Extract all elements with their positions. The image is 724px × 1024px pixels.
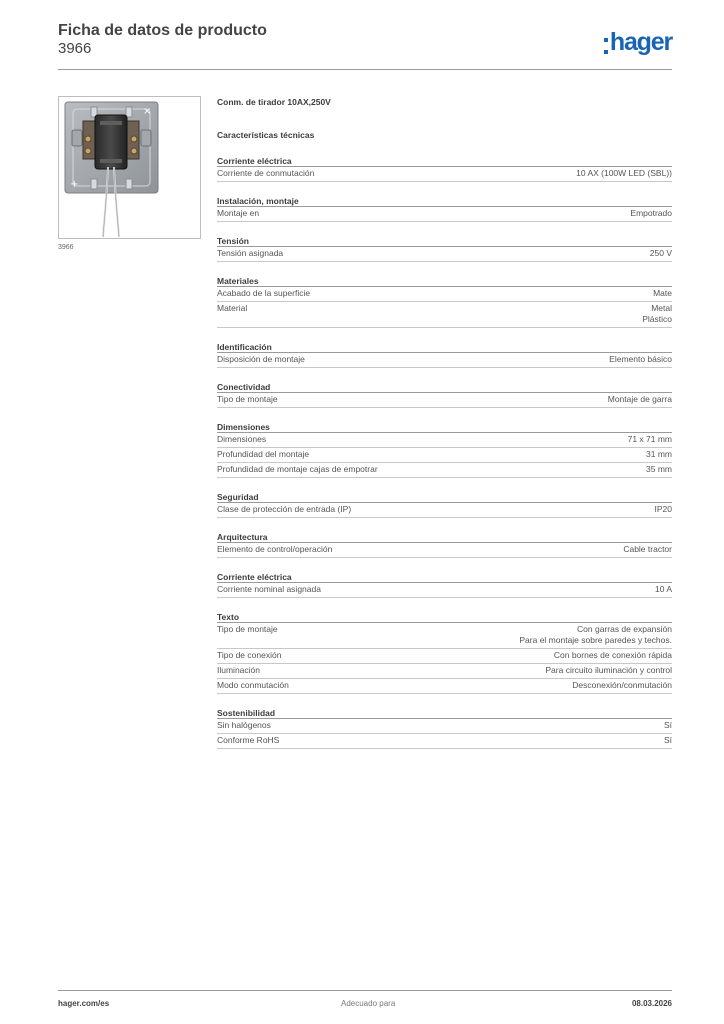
section-title: Corriente eléctrica: [217, 572, 672, 583]
spec-value: [646, 464, 672, 475]
spec-label: Clase de protección de entrada (IP): [217, 504, 352, 514]
document-title: Ficha de datos de producto: [58, 22, 267, 39]
section-title: Arquitectura: [217, 532, 672, 543]
spec-label: Elemento de control/operación: [217, 544, 333, 554]
section-title: Texto: [217, 612, 672, 623]
spec-value-line: Con bornes de conexión rápida: [553, 650, 672, 660]
spec-value: [655, 584, 672, 595]
spec-row: [217, 679, 672, 694]
specs-heading: Características técnicas: [217, 130, 315, 140]
spec-value: [609, 354, 672, 365]
spec-value: [664, 720, 672, 731]
spec-row: [217, 623, 672, 649]
spec-row: [217, 448, 672, 463]
product-specs: [217, 97, 672, 749]
logo-text: hager: [609, 28, 672, 56]
spec-value-line: Montaje de garra: [607, 394, 672, 404]
spec-row: [217, 734, 672, 749]
spec-row: [217, 649, 672, 664]
spec-value: [630, 208, 672, 219]
product-code: 3966: [58, 40, 92, 57]
spec-value: [664, 735, 672, 746]
product-name: Conm. de tirador 10AX,250V: [217, 97, 331, 107]
spec-row: [217, 463, 672, 478]
section-title: Instalación, montaje: [217, 196, 672, 207]
spec-row: [217, 393, 672, 408]
section-title: Tensión: [217, 236, 672, 247]
spec-value-line: Mate: [653, 288, 672, 298]
page-footer: [58, 990, 672, 1010]
spec-value-line: 250 V: [649, 248, 672, 258]
spec-value-line: Empotrado: [630, 208, 672, 218]
spec-label: Tipo de montaje: [217, 624, 278, 634]
spec-value: [554, 650, 672, 661]
section-title: Identificación: [217, 342, 672, 353]
spec-label: Profundidad del montaje: [217, 449, 310, 459]
spec-label: Dimensiones: [217, 434, 267, 444]
spec-value: [650, 248, 672, 259]
spec-label: Conforme RoHS: [217, 735, 280, 745]
spec-sections: [217, 156, 672, 749]
spec-value: [519, 624, 672, 646]
spec-value: [646, 449, 672, 460]
spec-label: Disposición de montaje: [217, 354, 305, 364]
switch-insert-image: [59, 97, 200, 238]
spec-label: Acabado de la superficie: [217, 288, 311, 298]
section-title: Corriente eléctrica: [217, 156, 672, 167]
product-image: [58, 96, 201, 239]
spec-value-line: Metal: [651, 303, 672, 313]
image-caption: 3966: [58, 244, 74, 251]
spec-value-line: Plástico: [642, 314, 672, 324]
spec-value-line: Para el montaje sobre paredes y techos.: [519, 635, 672, 645]
spec-value-line: Sí: [663, 735, 672, 745]
spec-value: [653, 288, 672, 299]
hager-logo: [604, 28, 672, 58]
spec-value-line: 71 x 71 mm: [627, 434, 672, 444]
logo-mark-icon: [604, 38, 608, 54]
spec-value-line: Con garras de expansión: [577, 624, 672, 634]
spec-value-line: 10 A: [654, 584, 672, 594]
spec-row: [217, 543, 672, 558]
spec-row: [217, 719, 672, 734]
spec-row: [217, 433, 672, 448]
page-header: [58, 22, 672, 70]
spec-value-line: Para circuito iluminación y control: [545, 665, 672, 675]
footer-note: Adecuado para: [341, 999, 396, 1008]
spec-value-line: IP20: [654, 504, 672, 514]
footer-website[interactable]: hager.com/es: [58, 999, 110, 1008]
spec-row: [217, 207, 672, 222]
svg-text:×: ×: [143, 106, 152, 117]
spec-row: [217, 353, 672, 368]
spec-label: Sin halógenos: [217, 720, 271, 730]
spec-label: Tipo de montaje: [217, 394, 278, 404]
spec-row: [217, 287, 672, 302]
spec-label: Montaje en: [217, 208, 260, 218]
spec-value: [655, 504, 673, 515]
section-title: Sostenibilidad: [217, 708, 672, 719]
spec-value-line: Sí: [663, 720, 672, 730]
spec-row: [217, 167, 672, 182]
spec-row: [217, 247, 672, 262]
spec-value-line: 10 AX (100W LED (SBL)): [576, 168, 672, 178]
footer-date: 08.03.2026: [631, 999, 672, 1008]
spec-row: [217, 302, 672, 328]
spec-row: [217, 664, 672, 679]
spec-label: Corriente nominal asignada: [217, 584, 321, 594]
spec-label: Iluminación: [217, 665, 260, 675]
spec-label: Material: [217, 303, 248, 313]
section-title: Dimensiones: [217, 422, 672, 433]
spec-value-line: 35 mm: [646, 464, 672, 474]
section-title: Materiales: [217, 276, 672, 287]
section-title: Seguridad: [217, 492, 672, 503]
spec-value: [608, 394, 672, 405]
spec-value-line: Elemento básico: [609, 354, 672, 364]
spec-value: [576, 168, 672, 179]
spec-row: [217, 583, 672, 598]
spec-label: Modo conmutación: [217, 680, 289, 690]
spec-label: Corriente de conmutación: [217, 168, 315, 178]
spec-value: [628, 434, 672, 445]
spec-value-line: Desconexión/conmutación: [572, 680, 672, 690]
spec-value-line: 31 mm: [646, 449, 672, 459]
section-title: Conectividad: [217, 382, 672, 393]
spec-value-line: Cable tractor: [623, 544, 672, 554]
spec-label: Tensión asignada: [217, 248, 284, 258]
svg-text:+: +: [70, 179, 79, 190]
spec-row: [217, 503, 672, 518]
spec-value: [572, 680, 672, 691]
spec-label: Profundidad de montaje cajas de empotrar: [217, 464, 378, 474]
spec-value: [642, 303, 672, 325]
spec-label: Tipo de conexión: [217, 650, 282, 660]
spec-value: [545, 665, 672, 676]
spec-value: [623, 544, 672, 555]
